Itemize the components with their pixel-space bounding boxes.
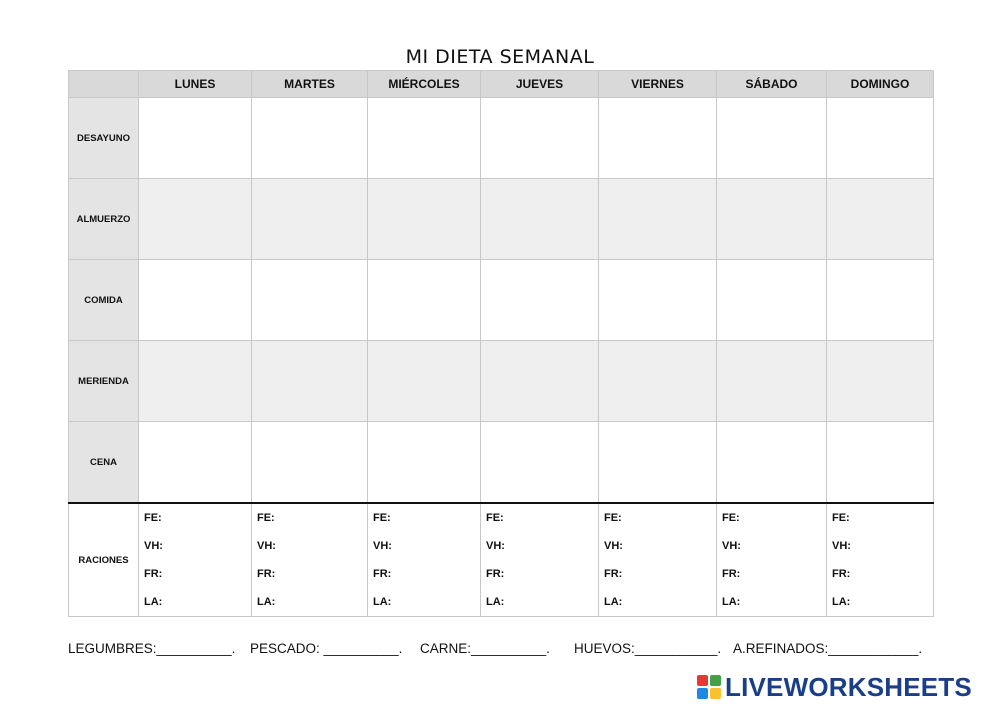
day-header: DOMINGO xyxy=(827,71,934,98)
racion-field[interactable]: VH: xyxy=(604,540,623,552)
raciones-row xyxy=(69,503,934,617)
meal-row xyxy=(69,179,934,260)
meal-input-cell[interactable] xyxy=(717,422,827,504)
pescado-field[interactable]: PESCADO: __________. xyxy=(250,641,403,656)
meal-input-cell[interactable] xyxy=(252,179,368,260)
meal-input-cell[interactable] xyxy=(139,341,252,422)
racion-field[interactable]: FE: xyxy=(486,512,504,524)
meal-row xyxy=(69,260,934,341)
meal-input-cell[interactable] xyxy=(717,98,827,179)
racion-field[interactable]: FR: xyxy=(832,568,851,580)
meal-row xyxy=(69,341,934,422)
refinados-field[interactable]: A.REFINADOS:____________. xyxy=(733,641,923,656)
meal-input-cell[interactable] xyxy=(827,341,934,422)
meal-label: ALMUERZO xyxy=(69,179,139,260)
meal-input-cell[interactable] xyxy=(827,179,934,260)
corner-cell xyxy=(69,71,139,98)
racion-field[interactable]: FE: xyxy=(722,512,740,524)
racion-field[interactable]: FR: xyxy=(486,568,505,580)
meal-input-cell[interactable] xyxy=(717,179,827,260)
legumbres-field[interactable]: LEGUMBRES:__________. xyxy=(68,641,236,656)
raciones-label: RACIONES xyxy=(69,503,139,617)
racion-field[interactable]: FE: xyxy=(604,512,622,524)
meal-input-cell[interactable] xyxy=(481,422,599,504)
meal-input-cell[interactable] xyxy=(252,98,368,179)
meal-label: MERIENDA xyxy=(69,341,139,422)
header-row xyxy=(69,71,934,98)
racion-field[interactable]: VH: xyxy=(832,540,851,552)
raciones-cell xyxy=(599,503,717,617)
brand-mark-tile xyxy=(697,688,708,699)
meal-input-cell[interactable] xyxy=(827,422,934,504)
racion-field[interactable]: FR: xyxy=(722,568,741,580)
meal-input-cell[interactable] xyxy=(717,341,827,422)
weekly-diet-table xyxy=(68,70,934,617)
raciones-cell xyxy=(827,503,934,617)
meal-input-cell[interactable] xyxy=(252,260,368,341)
racion-field[interactable]: VH: xyxy=(722,540,741,552)
racion-field[interactable]: FE: xyxy=(144,512,162,524)
racion-field[interactable]: VH: xyxy=(257,540,276,552)
racion-field[interactable]: FR: xyxy=(257,568,276,580)
meal-input-cell[interactable] xyxy=(368,98,481,179)
raciones-cell xyxy=(481,503,599,617)
racion-field[interactable]: VH: xyxy=(144,540,163,552)
raciones-cell xyxy=(252,503,368,617)
meal-input-cell[interactable] xyxy=(481,179,599,260)
meal-input-cell[interactable] xyxy=(368,260,481,341)
racion-field[interactable]: FR: xyxy=(373,568,392,580)
liveworksheets-mark-icon xyxy=(697,675,721,699)
meal-input-cell[interactable] xyxy=(717,260,827,341)
carne-field[interactable]: CARNE:__________. xyxy=(420,641,550,656)
raciones-cell xyxy=(368,503,481,617)
meal-input-cell[interactable] xyxy=(368,422,481,504)
racion-field[interactable]: FE: xyxy=(832,512,850,524)
racion-field[interactable]: LA: xyxy=(486,596,505,608)
meal-input-cell[interactable] xyxy=(599,422,717,504)
meal-input-cell[interactable] xyxy=(368,179,481,260)
meal-input-cell[interactable] xyxy=(139,98,252,179)
day-header: SÁBADO xyxy=(717,71,827,98)
meal-input-cell[interactable] xyxy=(139,422,252,504)
raciones-cell xyxy=(717,503,827,617)
meal-input-cell[interactable] xyxy=(139,179,252,260)
meal-input-cell[interactable] xyxy=(827,260,934,341)
meal-label: CENA xyxy=(69,422,139,504)
racion-field[interactable]: FR: xyxy=(144,568,163,580)
day-header: LUNES xyxy=(139,71,252,98)
page-title: MI DIETA SEMANAL xyxy=(405,46,595,68)
racion-field[interactable]: LA: xyxy=(832,596,851,608)
day-header: MARTES xyxy=(252,71,368,98)
meal-label: COMIDA xyxy=(69,260,139,341)
meal-input-cell[interactable] xyxy=(599,98,717,179)
meal-input-cell[interactable] xyxy=(139,260,252,341)
day-header: MIÉRCOLES xyxy=(368,71,481,98)
meal-input-cell[interactable] xyxy=(368,341,481,422)
meal-row xyxy=(69,98,934,179)
meal-input-cell[interactable] xyxy=(481,341,599,422)
racion-field[interactable]: LA: xyxy=(373,596,392,608)
meal-input-cell[interactable] xyxy=(599,341,717,422)
meal-label: DESAYUNO xyxy=(69,98,139,179)
racion-field[interactable]: FE: xyxy=(257,512,275,524)
brand-mark-tile xyxy=(710,688,721,699)
brand-mark-tile xyxy=(697,675,708,686)
racion-field[interactable]: FE: xyxy=(373,512,391,524)
racion-field[interactable]: LA: xyxy=(722,596,741,608)
racion-field[interactable]: VH: xyxy=(373,540,392,552)
meal-input-cell[interactable] xyxy=(481,260,599,341)
day-header: JUEVES xyxy=(481,71,599,98)
racion-field[interactable]: FR: xyxy=(604,568,623,580)
brand-text: LIVEWORKSHEETS xyxy=(725,671,972,702)
meal-row xyxy=(69,422,934,504)
day-header: VIERNES xyxy=(599,71,717,98)
liveworksheets-logo xyxy=(697,673,972,701)
raciones-cell xyxy=(139,503,252,617)
racion-field[interactable]: VH: xyxy=(486,540,505,552)
racion-field[interactable]: LA: xyxy=(257,596,276,608)
racion-field[interactable]: LA: xyxy=(604,596,623,608)
meal-input-cell[interactable] xyxy=(599,179,717,260)
meal-input-cell[interactable] xyxy=(252,422,368,504)
meal-input-cell[interactable] xyxy=(599,260,717,341)
meal-input-cell[interactable] xyxy=(481,98,599,179)
footer-summary xyxy=(68,641,948,656)
brand-mark-tile xyxy=(710,675,721,686)
racion-field[interactable]: LA: xyxy=(144,596,163,608)
meal-input-cell[interactable] xyxy=(827,98,934,179)
meal-input-cell[interactable] xyxy=(252,341,368,422)
huevos-field[interactable]: HUEVOS:___________. xyxy=(574,641,722,656)
